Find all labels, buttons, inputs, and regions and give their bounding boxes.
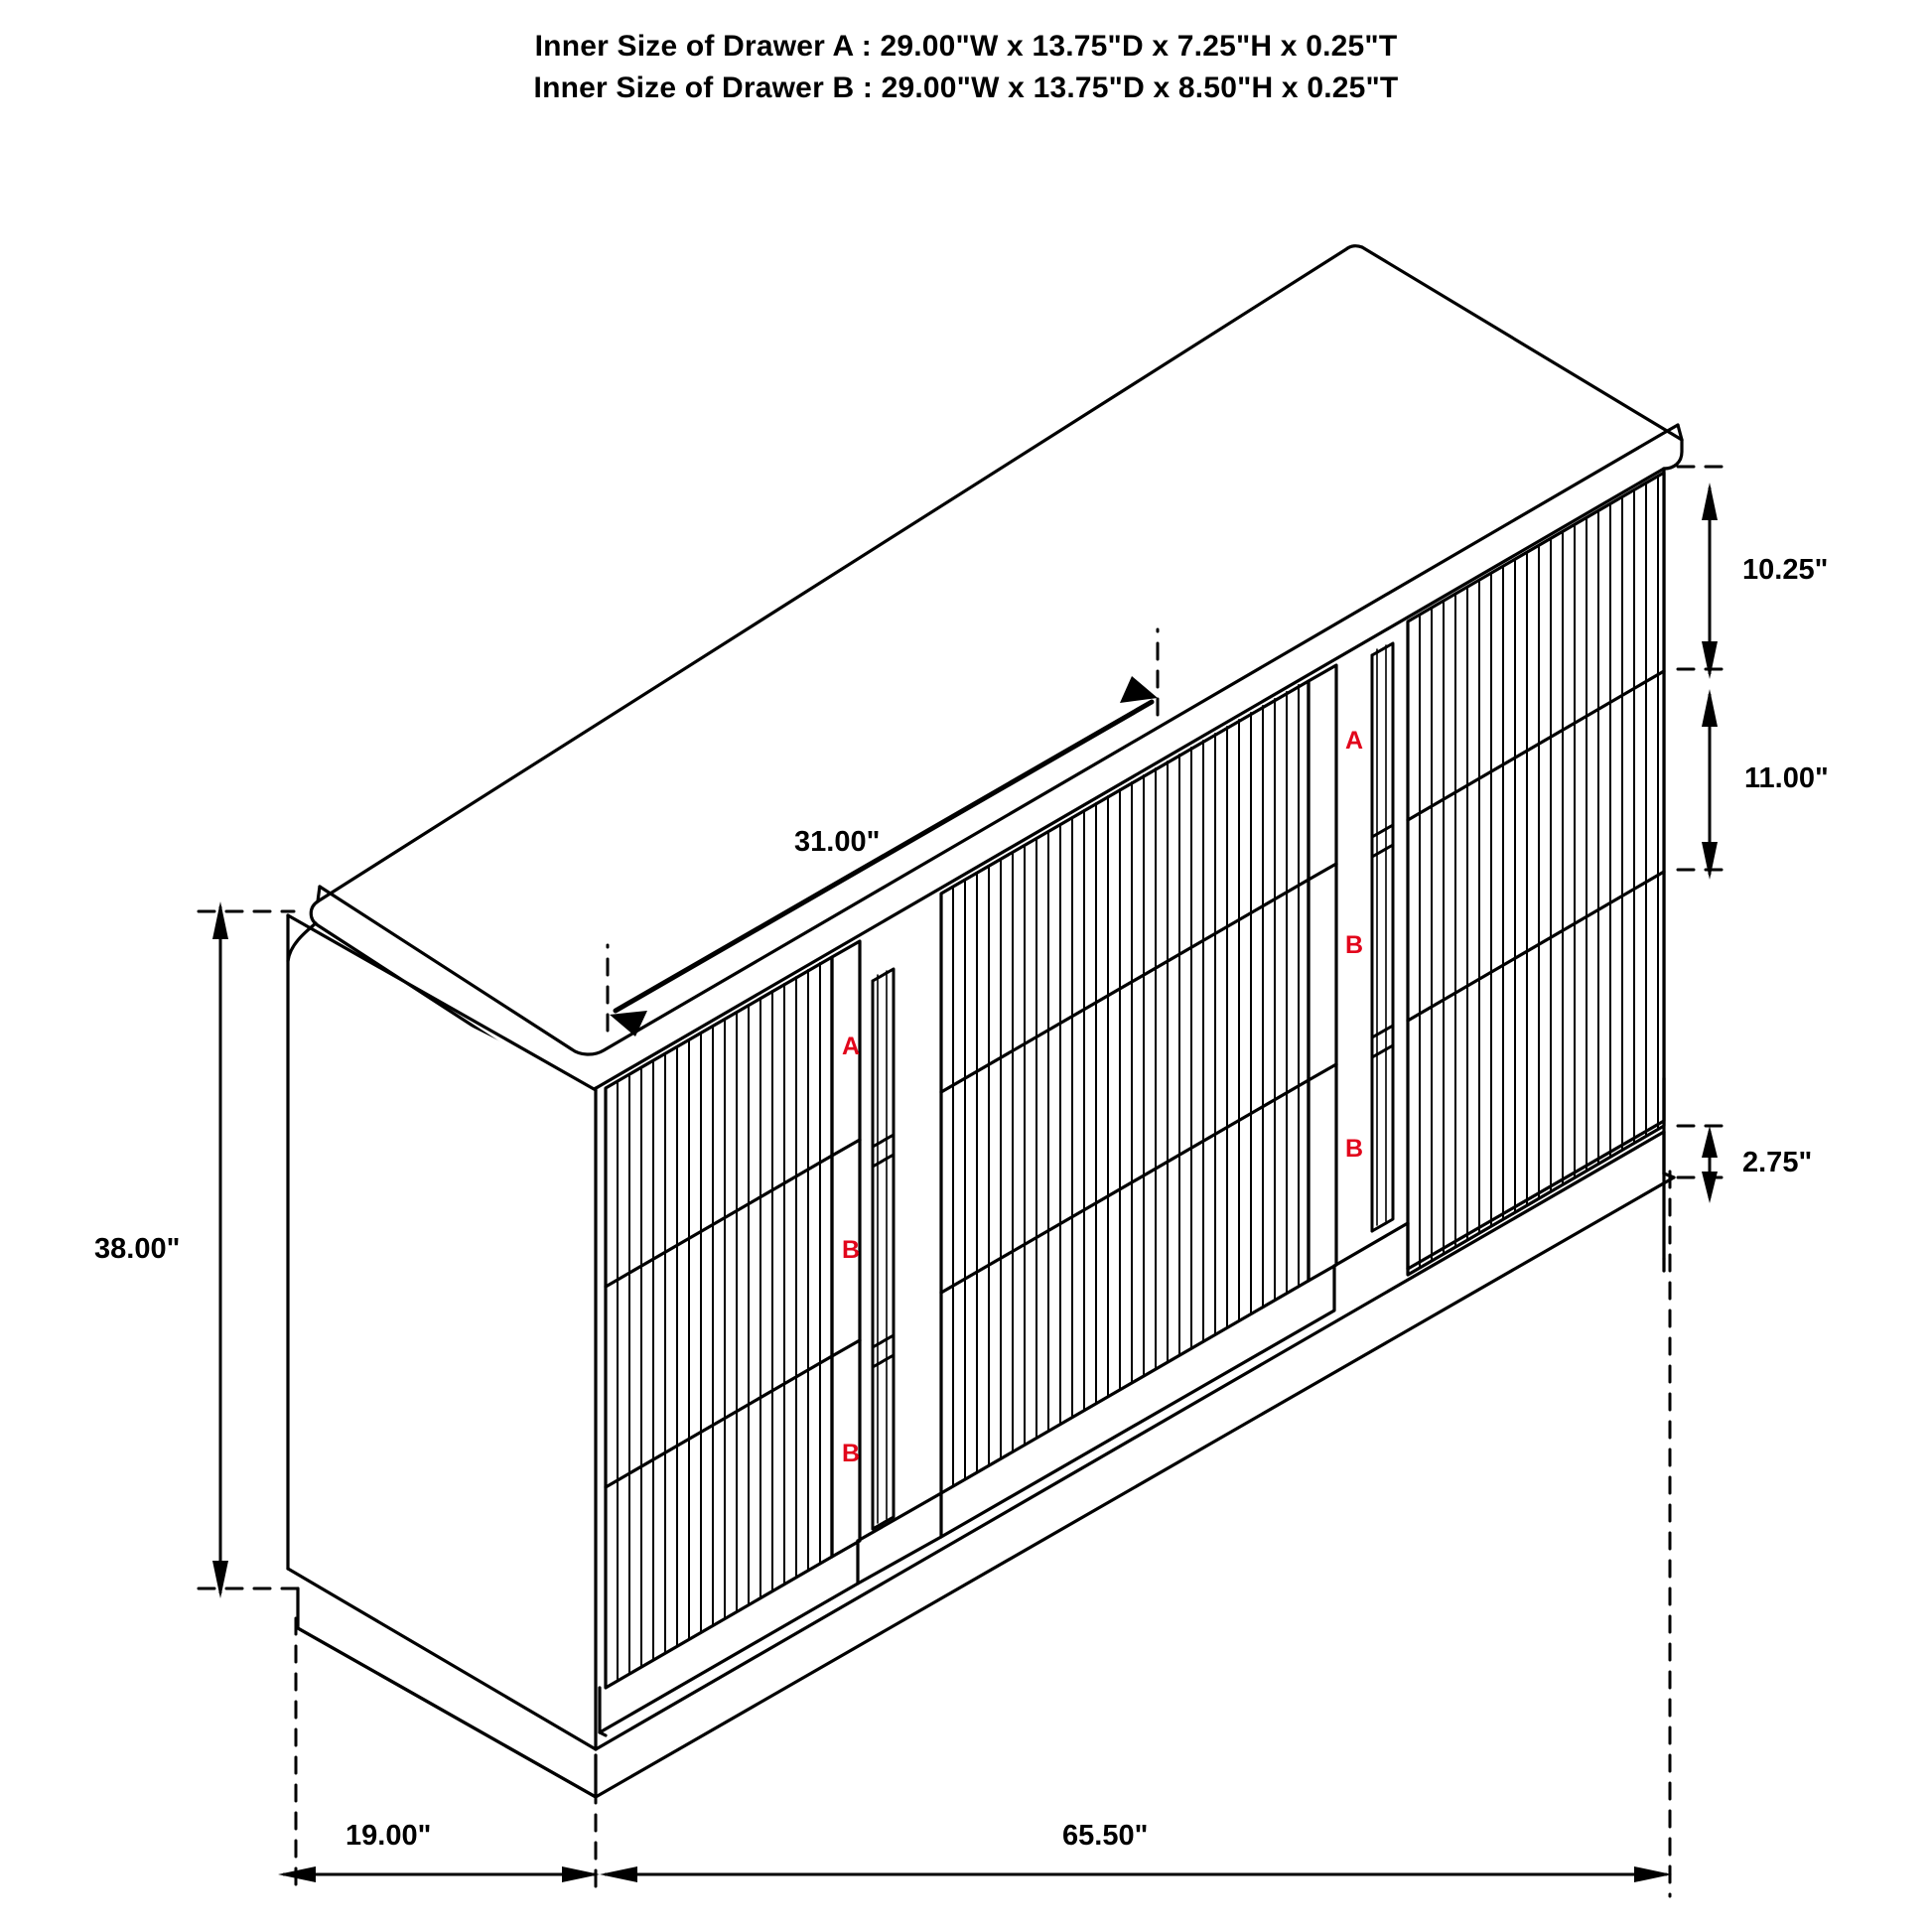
dim-label-10-25: 10.25" [1742,554,1829,586]
dim-label-depth-31: 31.00" [794,826,881,858]
drawer-marker-left-mid: B [842,1236,861,1264]
drawer-b-spec-text: Inner Size of Drawer B : 29.00"W x 13.75"D x 8.50"H x 0.25"T [533,71,1399,104]
left-drawer-bank [606,957,832,1688]
drawer-marker-right-top: A [1345,727,1364,755]
dim-label-2-75: 2.75" [1742,1147,1813,1178]
drawer-marker-right-mid: B [1345,931,1364,959]
drawer-a-spec-text: Inner Size of Drawer A : 29.00"W x 13.75"D x 7.25"H x 0.25"T [534,30,1398,63]
dim-label-height-38: 38.00" [94,1233,181,1265]
dim-label-width-65: 65.50" [1062,1820,1149,1852]
center-fluted-panel [941,681,1309,1493]
drawer-marker-left-bottom: B [842,1440,861,1467]
drawer-marker-left-top: A [842,1033,861,1060]
left-drawer-handle [873,969,894,1529]
dim-label-width-19: 19.00" [345,1820,432,1852]
right-drawer-handle [1372,643,1393,1231]
dim-label-11-00: 11.00" [1744,762,1829,794]
drawer-marker-right-bottom: B [1345,1135,1364,1163]
